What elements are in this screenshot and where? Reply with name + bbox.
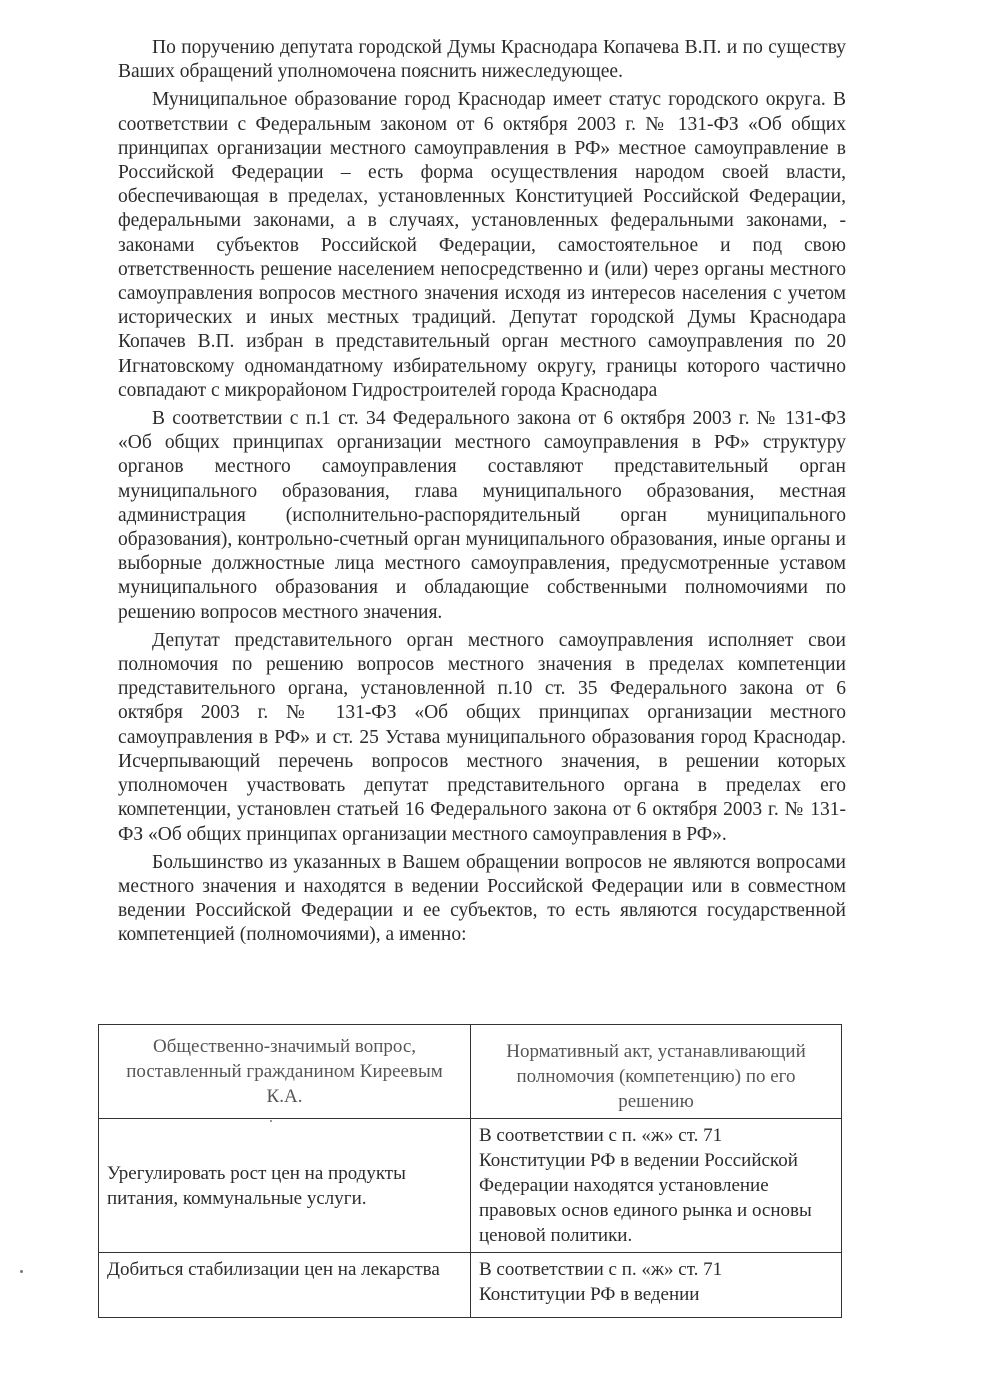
table-row: [99, 1119, 842, 1253]
row-issue-cell: Добиться стабилизации цен на лекарства: [99, 1253, 471, 1318]
header-act-cell: Нормативный акт, устанавливающий полномочия (компетенцию) по его решению: [471, 1025, 842, 1119]
table-row: [99, 1253, 842, 1318]
table-header-row: [99, 1025, 842, 1119]
paragraph-competence-summary: Большинство из указанных в Вашем обращении вопросов не являются вопросами местного значения и находятся в ведении Российской Федерации или в совместном ведении Российской Федерации и ее субъектов, то есть являются государственной компетенцией (полномочиями), а именно:: [118, 851, 846, 946]
letter-body: [118, 36, 846, 948]
paragraph-governance-structure: В соответствии с п.1 ст. 34 Федерального закона от 6 октября 2003 г. № 131-ФЗ «Об общих принципах организации местного самоуправления в РФ» структуру органов местного самоуправления составляют представительный орган муниципального образования, глава муниципального образования, местная администрация (исполнительно-распорядительный орган муниципального образования), контрольно-счетный орган муниципального образования, иные органы и выборные должностные лица местного самоуправления, предусмотренные уставом муниципального образования и обладающие собственными полномочиями по решению вопросов местного значения.: [118, 408, 846, 623]
row-act-cell: В соответствии с п. «ж» ст. 71 Конституции РФ в ведении Российской Федерации находятся установление правовых основ единого рынка и основы ценовой политики.: [471, 1119, 842, 1253]
scan-speck: [20, 1270, 23, 1273]
paragraph-intro: По поручению депутата городской Думы Краснодара Копачева В.П. и по существу Ваших обращений уполномочена пояснить нижеследующее.: [118, 37, 846, 83]
paragraph-deputy-powers: Депутат представительного орган местного самоуправления исполняет свои полномочия по решению вопросов местного значения в пределах компетенции представительного органа, установленной п.10 ст. 35 Федерального закона от 6 октября 2003 г. № 131-ФЗ «Об общих принципах организации местного самоуправления в РФ» и ст. 25 Устава муниципального образования город Краснодар. Исчерпывающий перечень вопросов местного значения, в решении которых уполномочен участвовать депутат представительного органа в пределах его компетенции, установлен статьей 16 Федерального закона от 6 октября 2003 г. № 131-ФЗ «Об общих принципах организации местного самоуправления в РФ».: [118, 629, 846, 845]
paragraph-municipal-status: Муниципальное образование город Краснодар имеет статус городского округа. В соответствии с Федеральным законом от 6 октября 2003 г. № 131-ФЗ «Об общих принципах организации местного самоуправления в РФ» местное самоуправление в Российской Федерации – есть форма осуществления народом своей власти, обеспечивающая в пределах, установленных Конституцией Российской Федерации, федеральными законами, а в случаях, установленных федеральными законами, - законами субъектов Российской Федерации, самостоятельное и под свою ответственность решение населением непосредственно и (или) через органы местного самоуправления вопросов местного значения исходя из интересов населения с учетом исторических и иных местных традиций. Депутат городской Думы Краснодара Копачев В.П. избран в представительный орган местного самоуправления по 20 Игнатовскому одномандатному избирательному округу, границы которого частично совпадают с микрорайоном Гидростроителей города Краснодара: [118, 89, 846, 401]
header-issue-cell: Общественно-значимый вопрос, поставленный гражданином Киреевым К.А.: [99, 1025, 471, 1119]
scan-speck: [270, 1120, 272, 1122]
competence-table: [98, 1024, 842, 1318]
row-issue-cell: Урегулировать рост цен на продукты питания, коммунальные услуги.: [99, 1119, 471, 1253]
row-act-cell: В соответствии с п. «ж» ст. 71 Конституции РФ в ведении: [471, 1253, 842, 1318]
